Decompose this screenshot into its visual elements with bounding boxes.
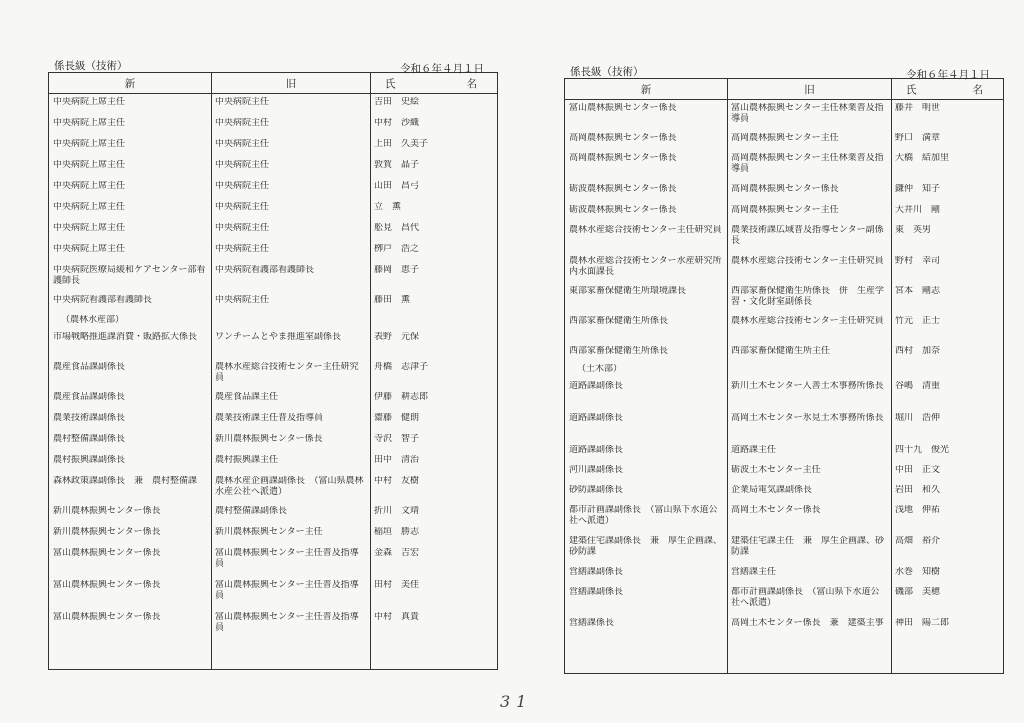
cell-new: 高岡農林振興センター係長: [569, 153, 677, 163]
cell-old: 高岡土木センター係長 兼 建築主事: [731, 618, 884, 628]
table-row: [565, 283, 1003, 313]
cell-new: 森林政策課副係長 兼 農村整備課: [53, 476, 198, 486]
cell-name: 東 英男: [895, 225, 932, 235]
cell-name: 中村 真貴: [374, 612, 420, 622]
cell-name: 齋藤 健朗: [374, 413, 420, 423]
table-row: [565, 130, 1003, 150]
cell-old: 道路課主任: [731, 445, 777, 455]
cell-name: 舟橋 志津子: [374, 362, 429, 372]
cell-old: [727, 364, 891, 378]
cell-new: 中央病院上席主任: [53, 223, 126, 233]
col-new-header: 新: [124, 77, 136, 90]
col-name-header-2: 名: [466, 77, 477, 90]
cell-new: 中央病院上席主任: [53, 202, 126, 212]
table-row: [565, 462, 1003, 482]
right-level-label: 係長級（技術）: [570, 66, 644, 78]
table-row: [49, 178, 497, 199]
cell-old: ワンチームとやま推進室副係長: [215, 332, 342, 342]
table-row: [565, 584, 1003, 615]
table-row: [49, 503, 497, 524]
cell-name: 野口 満章: [895, 133, 941, 143]
cell-old: 中央病院主任: [215, 223, 270, 233]
cell-name: 藤井 明世: [895, 103, 941, 113]
table-row: [49, 157, 497, 178]
cell-new: （土木部）: [577, 364, 623, 374]
col-old-header: 旧: [727, 79, 891, 99]
table-row: [565, 253, 1003, 283]
cell-new: 中央病院上席主任: [53, 160, 126, 170]
cell-new: 道路課副係長: [569, 381, 624, 391]
cell-name: 伊藤 耕志郎: [374, 392, 429, 402]
cell-name: 上田 久美子: [374, 139, 429, 149]
cell-new: 営繕課副係長: [569, 567, 624, 577]
cell-name: [370, 315, 497, 329]
cell-new: 砺波農林振興センター係長: [569, 184, 677, 194]
cell-new: 河川課副係長: [569, 465, 624, 475]
cell-old: 農産食品課主任: [215, 392, 279, 402]
cell-new: 農村振興課副係長: [53, 455, 126, 465]
cell-new: 西部家畜保健衛生所係長: [569, 346, 669, 356]
cell-name: [891, 364, 1003, 378]
table-row: [49, 312, 497, 329]
cell-new: 砺波農林振興センター係長: [569, 205, 677, 215]
cell-new: 農産食品課副係長: [53, 362, 126, 372]
table-row: [565, 533, 1003, 564]
cell-old: 中央病院主任: [215, 139, 270, 149]
cell-new: 道路課副係長: [569, 445, 624, 455]
cell-name: 神田 陽二郎: [895, 618, 950, 628]
cell-name: 舩見 昌代: [374, 223, 420, 233]
cell-name: 寺沢 智子: [374, 434, 420, 444]
cell-new: 中央病院上席主任: [53, 97, 126, 107]
cell-name: 水巻 知樹: [895, 567, 941, 577]
cell-new: 中央病院上席主任: [53, 118, 126, 128]
cell-name: 吉田 史絵: [374, 97, 420, 107]
cell-old: 農林水産総合技術センター主任研究員: [731, 256, 884, 266]
cell-name: 浅地 伸祐: [895, 505, 941, 515]
cell-old: 農業技術課広域普及指導センター副係長: [731, 225, 884, 246]
cell-new: 農業技術課副係長: [53, 413, 126, 423]
cell-name: 中村 沙織: [374, 118, 420, 128]
cell-old: 高岡土木センター氷見土木事務所係長: [731, 413, 884, 423]
cell-new: （農林水産部）: [61, 315, 125, 325]
cell-old: 企業局電気課副係長: [731, 485, 813, 495]
table-row: [49, 329, 497, 359]
cell-new: 建築住宅課副係長 兼 厚生企画課、砂防課: [569, 536, 723, 557]
cell-old: 中央病院看護部看護師長: [215, 265, 315, 275]
cell-new: 中央病院看護部看護師長: [53, 295, 153, 305]
cell-old: [211, 315, 370, 329]
cell-old: 富山農林振興センター主任林業普及指導員: [731, 103, 884, 124]
table-row: [565, 378, 1003, 410]
cell-old: 農林水産企画課副係長 （富山県農林水産公社へ派遣）: [215, 476, 364, 497]
cell-old: 西部家畜保健衛生所係長 併 生産学習・文化財室副係長: [731, 286, 885, 307]
table-row: [565, 343, 1003, 361]
col-name-header-1: 氏: [385, 77, 396, 90]
table-row: [49, 199, 497, 220]
cell-new: 新川農林振興センター係長: [53, 527, 161, 537]
table-row: [565, 442, 1003, 462]
table-row: [565, 615, 1003, 673]
cell-name: 大井川 剛: [895, 205, 941, 215]
left-level-label: 係長級（技術）: [54, 60, 128, 72]
cell-new: 中央病院医療局緩和ケアセンター部看護師長: [53, 265, 206, 286]
cell-new: 西部家畜保健衛生所係長: [569, 316, 669, 326]
table-row: [49, 292, 497, 312]
cell-old: 建築住宅課主任 兼 厚生企画課、砂防課: [731, 536, 885, 557]
table-row: [565, 482, 1003, 502]
cell-name: 田中 清治: [374, 455, 420, 465]
table-row: [49, 220, 497, 241]
cell-new: 砂防課副係長: [569, 485, 624, 495]
table-row: [49, 410, 497, 431]
cell-name: 西村 加奈: [895, 346, 941, 356]
cell-new: 中央病院上席主任: [53, 244, 126, 254]
cell-old: 新川土木センター入善土木事務所係長: [731, 381, 884, 391]
cell-new: 農産食品課副係長: [53, 392, 126, 402]
cell-name: 堀川 浩伸: [895, 413, 941, 423]
cell-new: 富山農林振興センター係長: [53, 580, 161, 590]
cell-old: 富山農林振興センター主任普及指導員: [215, 612, 359, 633]
cell-name: 折川 文靖: [374, 506, 420, 516]
table-row: [565, 361, 1003, 378]
col-old-header: 旧: [211, 73, 370, 93]
left-table: [48, 72, 498, 670]
col-name-header: [891, 79, 1003, 99]
right-header-line: [564, 62, 1004, 81]
cell-new: 東部家畜保健衛生所環境課長: [569, 286, 687, 296]
cell-name: 鎌仲 知子: [895, 184, 941, 194]
table-row: [49, 359, 497, 389]
cell-name: 表野 元保: [374, 332, 420, 342]
table-row: [565, 222, 1003, 253]
table-row: [49, 389, 497, 410]
cell-old: 富山農林振興センター主任普及指導員: [215, 548, 359, 569]
left-date: 令和６年４月１日: [400, 63, 484, 75]
cell-new: 新川農林振興センター係長: [53, 506, 161, 516]
cell-old: 都市計画課副係長 （富山県下水道公社へ派遣）: [731, 587, 880, 608]
cell-old: 高岡農林振興センター主任: [731, 133, 839, 143]
table-row: [49, 241, 497, 262]
cell-new: 富山農林振興センター係長: [569, 103, 677, 113]
cell-name: 磯部 美穂: [895, 587, 941, 597]
cell-old: 中央病院主任: [215, 97, 270, 107]
page-number: 31: [500, 692, 533, 711]
right-page: [564, 62, 1004, 674]
table-row: [49, 452, 497, 473]
cell-new: 中央病院上席主任: [53, 139, 126, 149]
cell-name: 中村 友樹: [374, 476, 420, 486]
col-new-header: 新: [640, 83, 652, 96]
cell-new: 市場戦略推進課消費・販路拡大係長: [53, 332, 198, 342]
left-column-headers: [49, 73, 497, 94]
table-row: [49, 94, 497, 115]
col-name-header: [370, 73, 497, 93]
table-row: [49, 473, 497, 503]
cell-old: 農村整備課副係長: [215, 506, 288, 516]
cell-name: 敦賀 晶子: [374, 160, 420, 170]
table-row: [565, 564, 1003, 584]
table-row: [565, 202, 1003, 222]
table-row: [49, 115, 497, 136]
cell-old: 高岡農林振興センター主任林業普及指導員: [731, 153, 884, 174]
cell-name: 立 薫: [374, 202, 402, 212]
cell-name: 四十九 俊光: [895, 445, 950, 455]
cell-name: 山田 昌弓: [374, 181, 420, 191]
cell-name: 藤田 薫: [374, 295, 411, 305]
cell-new: 農林水産総合技術センター主任研究員: [569, 225, 722, 235]
cell-name: 大橋 結加里: [895, 153, 950, 163]
table-row: [49, 136, 497, 157]
cell-old: 高岡農林振興センター係長: [731, 184, 839, 194]
cell-name: 稲垣 勝志: [374, 527, 420, 537]
cell-old: 中央病院主任: [215, 160, 270, 170]
cell-name: 岩田 和久: [895, 485, 941, 495]
cell-name: 野村 幸司: [895, 256, 941, 266]
cell-new: 富山農林振興センター係長: [53, 612, 161, 622]
table-row: [565, 410, 1003, 442]
cell-old: 中央病院主任: [215, 202, 270, 212]
table-row: [49, 524, 497, 545]
cell-new: 営繕課副係長: [569, 587, 624, 597]
cell-name: 竹元 正士: [895, 316, 941, 326]
cell-new: 農村整備課副係長: [53, 434, 126, 444]
right-table-body: [565, 100, 1003, 673]
cell-old: 新川農林振興センター係長: [215, 434, 323, 444]
cell-old: 農林水産総合技術センター主任研究員: [215, 362, 359, 383]
cell-old: 砺波土木センター主任: [731, 465, 821, 475]
cell-old: 中央病院主任: [215, 118, 270, 128]
table-row: [565, 150, 1003, 181]
cell-old: 高岡農林振興センター主任: [731, 205, 839, 215]
cell-old: 中央病院主任: [215, 244, 270, 254]
left-header-line: [48, 56, 498, 75]
cell-old: 新川農林振興センター主任: [215, 527, 323, 537]
right-date: 令和６年４月１日: [906, 69, 990, 81]
col-name-header-2: 名: [972, 83, 983, 96]
table-row: [49, 431, 497, 452]
cell-old: 高岡土木センター係長: [731, 505, 821, 515]
cell-old: 中央病院主任: [215, 295, 270, 305]
cell-old: 農村振興課主任: [215, 455, 279, 465]
cell-new: 中央病院上席主任: [53, 181, 126, 191]
cell-name: 藤岡 恵子: [374, 265, 420, 275]
col-name-header-1: 氏: [906, 83, 917, 96]
cell-old: 西部家畜保健衛生所主任: [731, 346, 831, 356]
cell-new: 都市計画課副係長 （富山県下水道公社へ派遣）: [569, 505, 718, 526]
table-row: [565, 181, 1003, 202]
cell-name: 谷嶋 清重: [895, 381, 941, 391]
cell-new: 農林水産総合技術センター水産研究所内水面課長: [569, 256, 722, 277]
right-column-headers: [565, 79, 1003, 100]
cell-name: 中田 正文: [895, 465, 941, 475]
left-page: [48, 56, 498, 670]
cell-name: 金森 吉宏: [374, 548, 420, 558]
left-table-body: [49, 94, 497, 669]
table-row: [565, 100, 1003, 130]
cell-new: 富山農林振興センター係長: [53, 548, 161, 558]
table-row: [49, 609, 497, 669]
cell-new: 営繕課係長: [569, 618, 615, 628]
cell-old: 中央病院主任: [215, 181, 270, 191]
cell-name: 高畑 裕介: [895, 536, 941, 546]
table-row: [565, 502, 1003, 533]
cell-new: 道路課副係長: [569, 413, 624, 423]
table-row: [49, 262, 497, 292]
cell-old: 農業技術課主任普及指導員: [215, 413, 324, 423]
cell-old: 農林水産総合技術センター主任研究員: [731, 316, 884, 326]
cell-name: 田村 美佳: [374, 580, 420, 590]
table-row: [49, 545, 497, 577]
cell-name: 栁戸 浩之: [374, 244, 420, 254]
cell-old: 富山農林振興センター主任普及指導員: [215, 580, 359, 601]
cell-old: 営繕課主任: [731, 567, 777, 577]
cell-new: 高岡農林振興センター係長: [569, 133, 677, 143]
table-row: [49, 577, 497, 609]
cell-name: 宮本 剛志: [895, 286, 941, 296]
right-table: [564, 78, 1004, 674]
table-row: [565, 313, 1003, 343]
